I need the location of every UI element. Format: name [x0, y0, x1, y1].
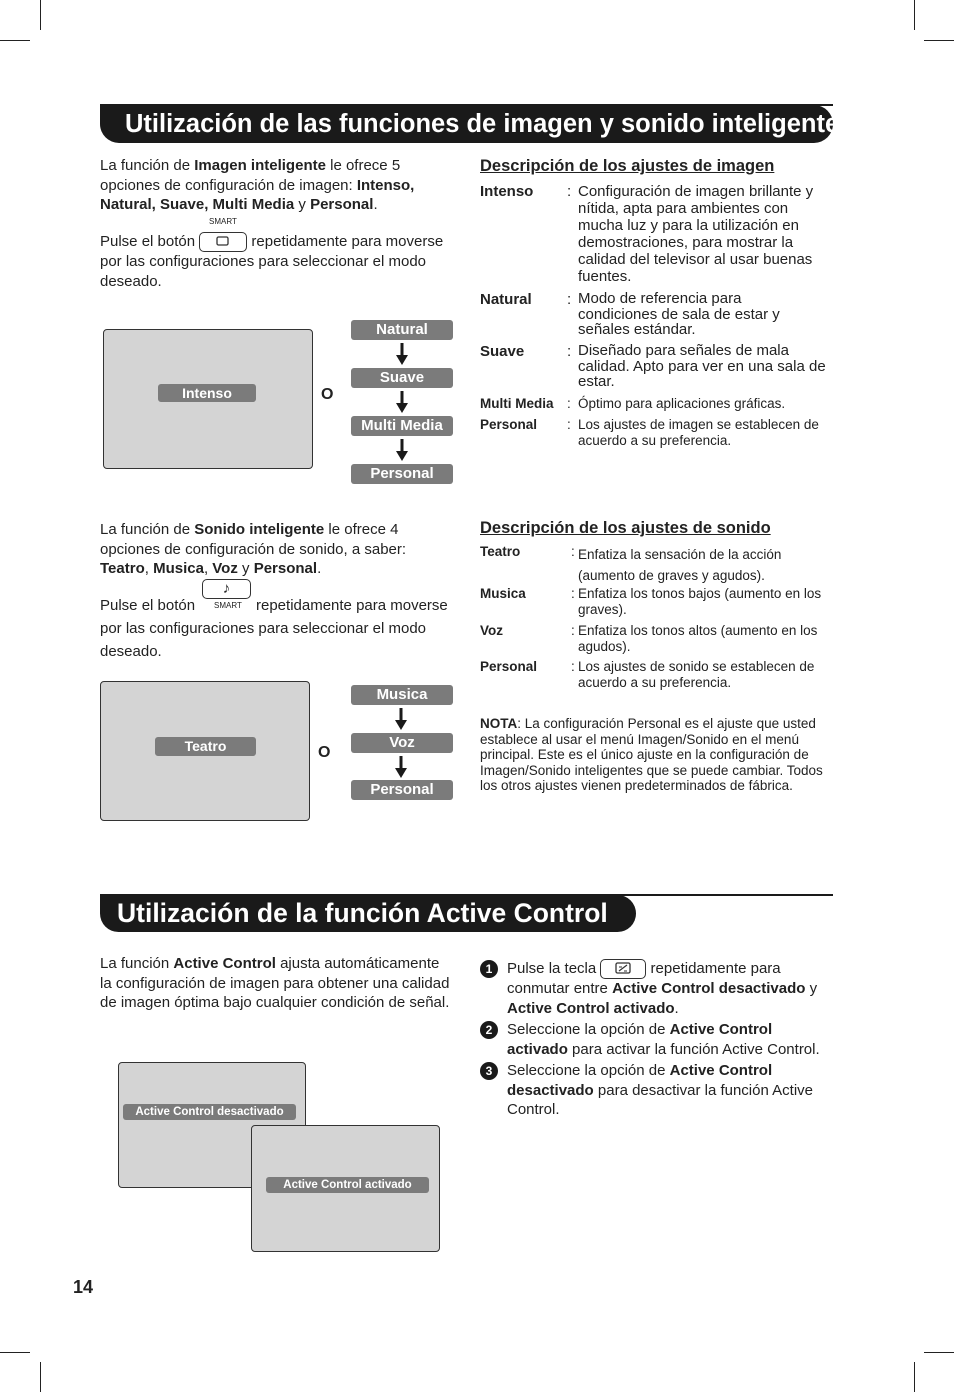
smart-label: SMART [214, 601, 242, 610]
mode-voz: Voz [351, 733, 453, 753]
active-control-icon [601, 960, 645, 977]
mode-musica: Musica [351, 685, 453, 705]
step-3: Seleccione la opción de Active Control desactivado para desactivar la función Active Control. [507, 1062, 814, 1118]
page-number: 14 [73, 1277, 94, 1297]
arrow-down-icon [396, 439, 408, 461]
desc-text: Enfatiza la sensación de la acción (aumento de graves y agudos). [578, 547, 782, 583]
mode-personal-sonido: Personal [351, 780, 453, 800]
desc-sep: : [567, 417, 571, 432]
mode-personal: Personal [351, 464, 453, 484]
desc-term: Personal [480, 659, 538, 674]
arrow-down-icon [396, 343, 408, 365]
sonido-note: NOTA: La configuración Personal es el ajuste que usted establece al usar el menú Imagen/Sonido en el menú principal. Este es el único ajuste en la configuración de Imagen/Sonido inteligentes que se puede cambiar. Todos los otros ajustes vienen predeterminados de fábrica. [480, 716, 823, 793]
crop-mark [0, 40, 30, 41]
music-note-icon: ♪ [222, 580, 231, 597]
arrow-down-icon [396, 391, 408, 413]
mode-multimedia: Multi Media [351, 416, 453, 436]
desc-term: Voz [480, 623, 503, 638]
desc-sep: : [567, 343, 572, 360]
desc-sep: : [571, 659, 575, 674]
desc-term: Personal [480, 417, 538, 432]
section-title: Utilización de la función Active Control [100, 895, 636, 932]
sonido-press-1: Pulse el botón [100, 597, 196, 614]
desc-text: Los ajustes de sonido se establecen de acuerdo a su preferencia. [578, 659, 815, 690]
arrow-down-icon [395, 708, 407, 730]
desc-term: Multi Media [480, 396, 554, 411]
step-number: 2 [480, 1021, 498, 1039]
step-number: 1 [480, 960, 498, 978]
crop-mark [914, 0, 915, 30]
desc-sep: : [567, 291, 572, 308]
or-label: O [318, 744, 331, 761]
desc-term: Teatro [480, 544, 521, 559]
crop-mark [914, 1362, 915, 1392]
arrow-down-icon [395, 756, 407, 778]
step-2: Seleccione la opción de Active Control activado para activar la función Active Control. [507, 1021, 820, 1058]
crop-mark [924, 1352, 954, 1353]
sonido-press-2: repetidamente para moverse por las configuraciones para seleccionar el modo deseado. [100, 597, 448, 660]
sonido-intro: La función de Sonido inteligente le ofrece 4 opciones de configuración de sonido, a saber: Teatro, Musica, Voz y Personal. [100, 521, 407, 577]
imagen-press-instruction: Pulse el botón repetidamente para moverse por las configuraciones para seleccionar el modo deseado. [100, 233, 444, 290]
desc-text: Diseñado para señales de mala calidad. Apto para ver en una sala de estar. [578, 342, 826, 390]
desc-sep: : [571, 623, 575, 638]
mode-natural: Natural [351, 320, 453, 340]
desc-text: Óptimo para aplicaciones gráficas. [578, 396, 786, 411]
active-control-intro: La función Active Control ajusta automáticamente la configuración de imagen para obtener una calidad de imagen óptima bajo cualquier condición de señal. [100, 955, 450, 1011]
smart-picture-button[interactable] [199, 232, 247, 252]
desc-text: Configuración de imagen brillante y nítida, apta para ambientes con mucha luz y para la utilización en demostraciones, para mostrar la calidad del televisor al usar buenas fuentes. [578, 183, 814, 285]
mode-suave: Suave [351, 368, 453, 388]
desc-text: Enfatiza los tonos bajos (aumento en los graves). [578, 586, 822, 617]
screen-mode-label: Teatro [155, 737, 256, 756]
screen-status-label: Active Control desactivado [123, 1104, 296, 1120]
section-title: Utilización de las funciones de imagen y sonido inteligentes [100, 105, 833, 143]
desc-term: Intenso [480, 183, 534, 200]
desc-term: Suave [480, 343, 525, 360]
screen-icon [200, 233, 245, 250]
crop-mark [924, 40, 954, 41]
imagen-intro: La función de Imagen inteligente le ofrece 5 opciones de configuración de imagen: Intenso, Natural, Suave, Multi Media y Personal. [100, 157, 415, 213]
tv-screen-sonido [100, 681, 310, 821]
desc-sep: : [571, 544, 575, 559]
step-number: 3 [480, 1062, 498, 1080]
desc-term: Musica [480, 586, 526, 601]
desc-sep: : [567, 183, 572, 200]
imagen-desc-heading: Descripción de los ajustes de imagen [480, 157, 775, 175]
desc-text: Enfatiza los tonos altos (aumento en los agudos). [578, 623, 818, 654]
desc-sep: : [567, 396, 571, 411]
desc-text: Modo de referencia para condiciones de sala de estar y señales estándar. [578, 290, 780, 338]
screen-mode-label: Intenso [158, 384, 256, 402]
tv-screen-imagen [103, 329, 313, 469]
active-control-button[interactable] [600, 959, 646, 979]
crop-mark [0, 1352, 30, 1353]
sonido-desc-heading: Descripción de los ajustes de sonido [480, 519, 771, 537]
desc-term: Natural [480, 291, 532, 308]
screen-status-label: Active Control activado [266, 1177, 429, 1193]
smart-label: SMART [209, 217, 237, 226]
crop-mark [40, 1362, 41, 1392]
crop-mark [40, 0, 41, 30]
tv-screen-on [251, 1125, 440, 1252]
or-label: O [321, 386, 334, 403]
desc-sep: : [571, 586, 575, 601]
step-1: Pulse la tecla repetidamente para conmutar entre Active Control desactivado y Active Control activado. [507, 960, 818, 1017]
desc-text: Los ajustes de imagen se establecen de acuerdo a su preferencia. [578, 417, 819, 448]
